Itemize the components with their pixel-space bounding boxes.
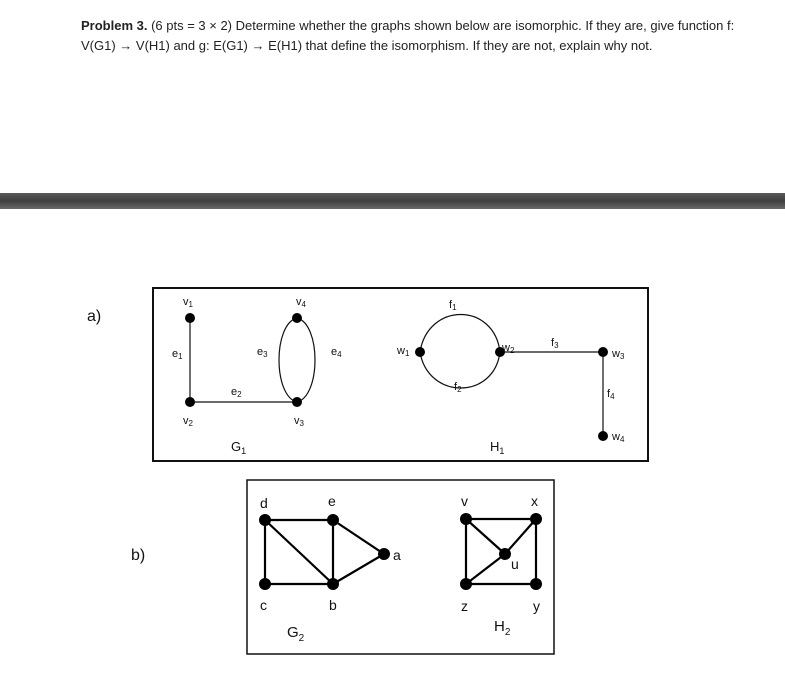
g2-vertex-c [259,578,271,590]
h1-edge-f2 [420,352,500,388]
h2-label-x: x [531,493,538,509]
g2-edge-d-b [265,520,333,584]
g2-vertex-d [259,514,271,526]
h2-label-y: y [533,598,540,614]
g2-edge-b-a [333,554,384,584]
h2-vertex-y [530,578,542,590]
g1-vertex-v2 [185,397,195,407]
g2-vertex-b [327,578,339,590]
g2-label-e: e [328,493,336,509]
h2-edge-x-u [505,519,536,554]
h1-vertex-w4 [598,431,608,441]
g1-label-v3: v3 [294,415,304,428]
h1-name: $H_1$ [490,439,505,456]
h2-edge-v-u [466,519,505,554]
h1-vertex-w1 [415,347,425,357]
problem-text: (6 pts = 3 × 2) Determine whether the graphs shown below are isomorphic. If they are, give function f: V(G1) → V(H1) and g: E(G1) → E(H1) that define the isomorphism. If they are not, explain why not. [81,18,735,53]
h2-edge-z-u [466,554,505,584]
g2-vertex-a [378,548,390,560]
g1-vertex-v4 [292,313,302,323]
h2-vertex-z [460,578,472,590]
part-b-label: b) [131,547,146,564]
g1-vertex-v3 [292,397,302,407]
g2-label-d: d [260,495,268,511]
h1-label-f3: f3 [551,337,559,350]
part-a-frame [153,288,648,461]
g2-label-c: c [260,597,267,613]
g1-edge-e4 [297,318,315,402]
h2-label-v: v [461,493,468,509]
h1-vertex-w3 [598,347,608,357]
g1-label-v1: v1 [183,296,193,309]
g2-vertex-e [327,514,339,526]
h2-name: $H_2$ [494,618,511,638]
h1-label-w3: w3 [612,348,625,361]
h2-vertex-v [460,513,472,525]
part-a-label: a) [87,308,102,325]
h2-label-u: u [511,556,519,572]
problem-label: Problem 3. [81,18,148,33]
g1-label-e1: e1 [172,348,183,361]
h1-label-f4: f4 [607,388,615,401]
g2-label-a: a [393,547,401,563]
g2-edge-e-a [333,520,384,554]
g1-label-e4: e4 [331,346,342,359]
g2-name: $G_2$ [287,624,305,644]
h1-label-w4: w4 [612,431,625,444]
h2-vertex-x [530,513,542,525]
h1-edge-f1 [420,315,500,353]
g1-label-v2: v2 [183,415,193,428]
h1-label-w2: w2 [502,342,515,355]
h1-label-f2: f2 [454,381,462,394]
g2-edges [265,520,384,584]
h2-label-z: z [461,598,468,614]
g2-label-b: b [329,597,337,613]
h2-vertex-u [499,548,511,560]
g1-edge-e3 [279,318,297,402]
g1-name: $G_1$ [231,439,247,456]
g1-vertex-v1 [185,313,195,323]
h1-label-f1: f1 [449,299,457,312]
h1-label-w1: w1 [397,345,410,358]
g1-label-e3: e3 [257,346,268,359]
g1-label-v4: v4 [296,296,306,309]
g1-label-e2: e2 [231,386,242,399]
